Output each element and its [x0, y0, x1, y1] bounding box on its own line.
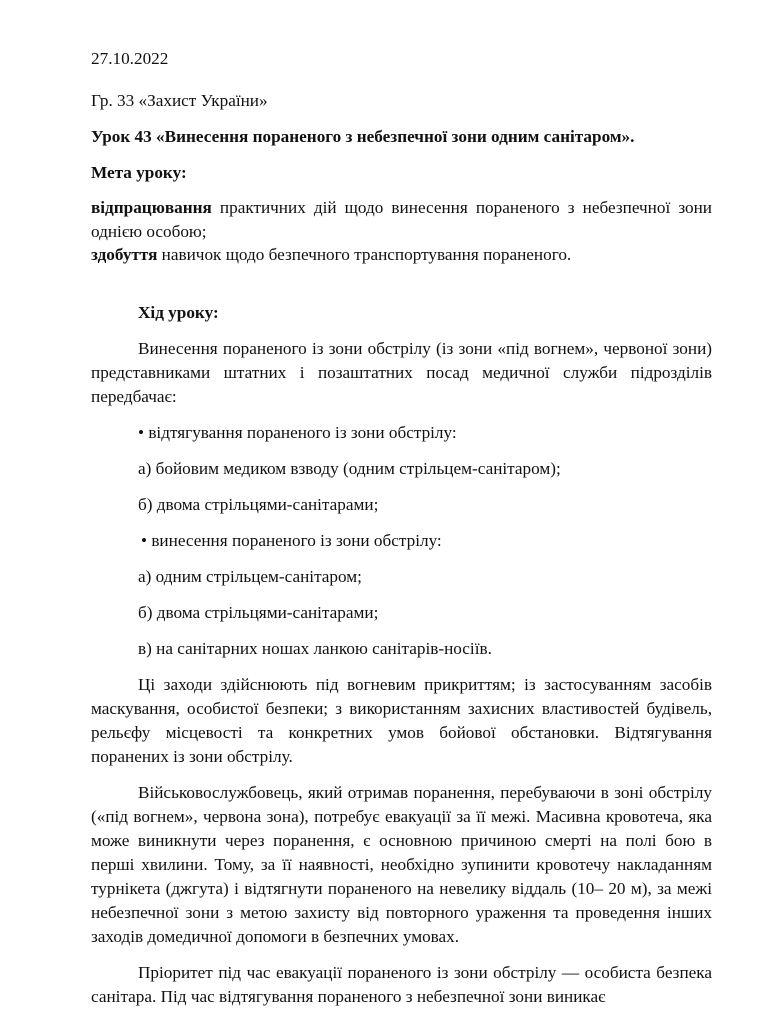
intro-paragraph: Винесення пораненого із зони обстрілу (із зони «під вогнем», червоної зони) представниками штатних і позаштатних посад медичної служби підрозділів передбачає: — [91, 338, 712, 406]
lesson-title: Урок 43 «Винесення пораненого з небезпечної зони одним санітаром». — [91, 127, 635, 146]
goal-item — [91, 243, 712, 267]
list-item: а) бойовим медиком взводу (одним стрільцем-санітаром); — [138, 458, 561, 478]
list-item: б) двома стрільцями-санітарами; — [138, 494, 379, 514]
list-item: • винесення пораненого із зони обстрілу: — [141, 530, 442, 550]
goal-item-keyword: відпрацювання — [91, 198, 212, 217]
list-item: в) на санітарних ношах ланкою санітарів-носіїв. — [138, 638, 492, 658]
lesson-progress-heading: Хід уроку: — [138, 302, 219, 322]
body-paragraph: Ці заходи здійснюють під вогневим прикриттям; із застосуванням засобів маскування, особистої безпеки; з використанням захисних властивостей будівель, рельєфу місцевості та конкретних умов бойової обстановки. Відтягування поранених із зони обстрілу. — [91, 674, 712, 766]
body-paragraph: Пріоритет під час евакуації пораненого із зони обстрілу — особиста безпека санітара. Під час відтягування пораненого з небезпечної зони виникає — [91, 962, 712, 1006]
list-item: б) двома стрільцями-санітарами; — [138, 602, 379, 622]
document-page — [91, 47, 712, 1021]
goal-item-keyword: здобуття — [91, 245, 158, 264]
group-label: Гр. 33 «Захист України» — [91, 91, 268, 110]
list-item: а) одним стрільцем-санітаром; — [138, 566, 362, 586]
goal-item-text: навичок щодо безпечного транспортування пораненого. — [157, 245, 572, 264]
goal-item-text: практичних дій щодо винесення пораненого з небезпечної зони однією особою; — [91, 198, 712, 241]
list-item: • відтягування пораненого із зони обстрілу: — [138, 422, 457, 442]
document-date: 27.10.2022 — [91, 49, 169, 68]
goal-item — [91, 196, 712, 243]
goal-heading: Мета уроку: — [91, 163, 187, 182]
body-paragraph: Військовослужбовець, який отримав поранення, перебуваючи в зоні обстрілу («під вогнем», червона зона), потребує евакуації за її межі. Масивна кровотеча, яка може виникнути через поранення, є основною причиною смерті на полі бою в перші хвилини. Тому, за її наявності, необхідно зупинити кровотечу накладанням турнікета (джгута) і відтягнути пораненого на невелику віддаль (10– 20 м), за межі небезпечної зони з метою захисту від повторного ураження та проведення інших заходів домедичної допомоги в безпечних умовах. — [91, 782, 712, 946]
